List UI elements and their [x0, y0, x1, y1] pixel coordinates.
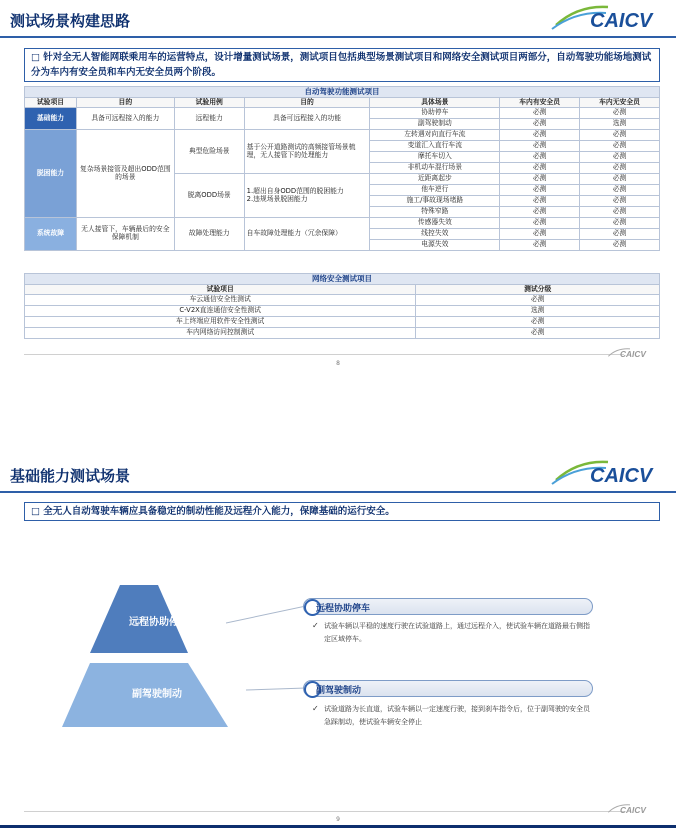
- footer-rule: [24, 354, 624, 355]
- without-safety-cell: 必测: [580, 141, 660, 152]
- col-header: 试验项目: [25, 98, 77, 108]
- page-number: 8: [336, 360, 340, 367]
- slide-8: [0, 0, 676, 372]
- footer-logo: [605, 802, 655, 816]
- with-safety-cell: 必测: [500, 240, 580, 251]
- scene-cell: 电源失效: [370, 240, 500, 251]
- with-safety-cell: 必测: [500, 152, 580, 163]
- with-safety-cell: 必测: [500, 163, 580, 174]
- item-cell: 车上终端应用软件安全性测试: [25, 317, 416, 328]
- caicv-logo: [548, 3, 668, 33]
- slide-9: [0, 455, 676, 828]
- scene-cell: 变道汇入直行车流: [370, 141, 500, 152]
- without-safety-cell: 必测: [580, 130, 660, 141]
- col-header: 具体场景: [370, 98, 500, 108]
- scene-cell: 近距离起步: [370, 174, 500, 185]
- col-header: 试验项目: [25, 285, 416, 295]
- check-icon: ✓: [312, 704, 319, 713]
- category-system-fault: 系统故障: [25, 218, 77, 251]
- category-basic: 基础能力: [25, 108, 77, 130]
- scene-cell: 非机动车混行场景: [370, 163, 500, 174]
- purpose-cell: 无人接管下，车辆最后的安全保障机制: [76, 218, 174, 251]
- case-cell: 典型危险场景: [174, 130, 244, 174]
- scene-cell: 施工/事故现场堵路: [370, 196, 500, 207]
- purpose-cell: 具备可远程接入的能力: [76, 108, 174, 130]
- table-row: [25, 130, 660, 141]
- without-safety-cell: 必测: [580, 108, 660, 119]
- header-rule: [0, 491, 676, 493]
- level-cell: 必测: [416, 317, 660, 328]
- without-safety-cell: 必测: [580, 240, 660, 251]
- scene-cell: 传感器失效: [370, 218, 500, 229]
- caicv-logo: [548, 458, 668, 488]
- intro-text: □ 针对全无人智能网联乘用车的运营特点，设计增量测试场景，测试项目包括典型场景测试项目和网络安全测试项目两部分，自动驾驶功能场地测试分为车内有安全员和车内无安全员两个阶段。: [24, 48, 660, 82]
- slide-title: 测试场景构建思路: [10, 12, 131, 30]
- scene-cell: 他车逆行: [370, 185, 500, 196]
- level-cell: 必测: [416, 328, 660, 339]
- pyramid-top-label: 远程协助停车: [129, 617, 189, 628]
- svg-text:CAICV: CAICV: [620, 349, 646, 360]
- with-safety-cell: 必测: [500, 229, 580, 240]
- without-safety-cell: 必测: [580, 229, 660, 240]
- scene-cell: 摩托车切入: [370, 152, 500, 163]
- item-cell: 车内网络访问控制测试: [25, 328, 416, 339]
- col-header: 试验用例: [174, 98, 244, 108]
- case-cell: 脱离ODD场景: [174, 174, 244, 218]
- table-header-row: [25, 285, 660, 295]
- item1-title-pill: [303, 598, 593, 615]
- col-header: 目的: [76, 98, 174, 108]
- svg-text:CAICV: CAICV: [620, 805, 646, 816]
- pyramid-diagram: [60, 585, 230, 730]
- table-banner: 网络安全测试项目: [25, 274, 660, 285]
- slide-title: 基础能力测试场景: [10, 467, 131, 485]
- item1-desc: 试验车辆以平稳的速度行驶在试验道路上，通过远程介入，使试验车辆在道路最右侧指定区域停车。: [324, 622, 590, 643]
- with-safety-cell: 必测: [500, 108, 580, 119]
- scene-cell: 线控失效: [370, 229, 500, 240]
- item-cell: 车云通信安全性测试: [25, 295, 416, 306]
- table-row: [25, 108, 660, 119]
- col-header: 车内有安全员: [500, 98, 580, 108]
- with-safety-cell: 必测: [500, 207, 580, 218]
- without-safety-cell: 必测: [580, 218, 660, 229]
- level-cell: 必测: [416, 295, 660, 306]
- table-row: [25, 306, 660, 317]
- page-number: 9: [336, 816, 340, 823]
- goal-cell: 基于公开道路测试的高频接管场景梳理，无人接管下的处理能力: [244, 130, 370, 174]
- table-row: [25, 317, 660, 328]
- without-safety-cell: 选测: [580, 119, 660, 130]
- svg-text:CAICV: CAICV: [590, 10, 653, 32]
- table-banner: 自动驾驶功能测试项目: [25, 87, 660, 98]
- header-rule: [0, 36, 676, 38]
- intro-text: □ 全无人自动驾驶车辆应具备稳定的制动性能及远程介入能力，保障基础的运行安全。: [24, 502, 660, 521]
- purpose-cell: 复杂场景接管及超出ODD范围的场景: [76, 130, 174, 218]
- with-safety-cell: 必测: [500, 141, 580, 152]
- table-row: [25, 295, 660, 306]
- item1-title: 远程协助停车: [316, 604, 371, 614]
- item2-title: 副驾驶制动: [316, 686, 362, 696]
- with-safety-cell: 必测: [500, 185, 580, 196]
- item-cell: C-V2X直连通信安全性测试: [25, 306, 416, 317]
- level-cell: 选测: [416, 306, 660, 317]
- with-safety-cell: 必测: [500, 130, 580, 141]
- with-safety-cell: 必测: [500, 174, 580, 185]
- col-header: 目的: [244, 98, 370, 108]
- without-safety-cell: 必测: [580, 163, 660, 174]
- category-escape: 脱困能力: [25, 130, 77, 218]
- table-row: [25, 218, 660, 229]
- col-header: 车内无安全员: [580, 98, 660, 108]
- connector-lines: [226, 595, 306, 705]
- scene-cell: 协助停车: [370, 108, 500, 119]
- with-safety-cell: 必测: [500, 119, 580, 130]
- network-security-table: [24, 273, 660, 339]
- with-safety-cell: 必测: [500, 196, 580, 207]
- footer-rule: [24, 811, 624, 812]
- col-header: 测试分级: [416, 285, 660, 295]
- scene-cell: 特殊窄路: [370, 207, 500, 218]
- goal-cell: 具备可远程接入的功能: [244, 108, 370, 130]
- svg-text:CAICV: CAICV: [590, 465, 653, 487]
- without-safety-cell: 必测: [580, 174, 660, 185]
- table-row: [25, 328, 660, 339]
- without-safety-cell: 必测: [580, 152, 660, 163]
- without-safety-cell: 必测: [580, 196, 660, 207]
- footer-logo: [605, 346, 655, 360]
- without-safety-cell: 必测: [580, 185, 660, 196]
- table-header-row: [25, 98, 660, 108]
- without-safety-cell: 必测: [580, 207, 660, 218]
- scene-cell: 左转遇对向直行车流: [370, 130, 500, 141]
- case-cell: 故障处理能力: [174, 218, 244, 251]
- pyramid-bottom-label: 副驾驶制动: [132, 689, 182, 700]
- check-icon: ✓: [312, 621, 319, 630]
- scene-cell: 副驾驶制动: [370, 119, 500, 130]
- with-safety-cell: 必测: [500, 218, 580, 229]
- item2-desc: 试验道路为长直道，试验车辆以一定速度行驶，接到刹车指令后，位于副驾驶的安全员急踩制动，使试验车辆安全停止: [324, 705, 590, 726]
- autonomous-test-table: [24, 86, 660, 251]
- goal-cell: 1.超出自身ODD范围的脱困能力 2.违规场景脱困能力: [244, 174, 370, 218]
- case-cell: 远程能力: [174, 108, 244, 130]
- page-gap: [0, 372, 676, 455]
- item2-title-pill: [303, 680, 593, 697]
- goal-cell: 自车故障处理能力（冗余保障）: [244, 218, 370, 251]
